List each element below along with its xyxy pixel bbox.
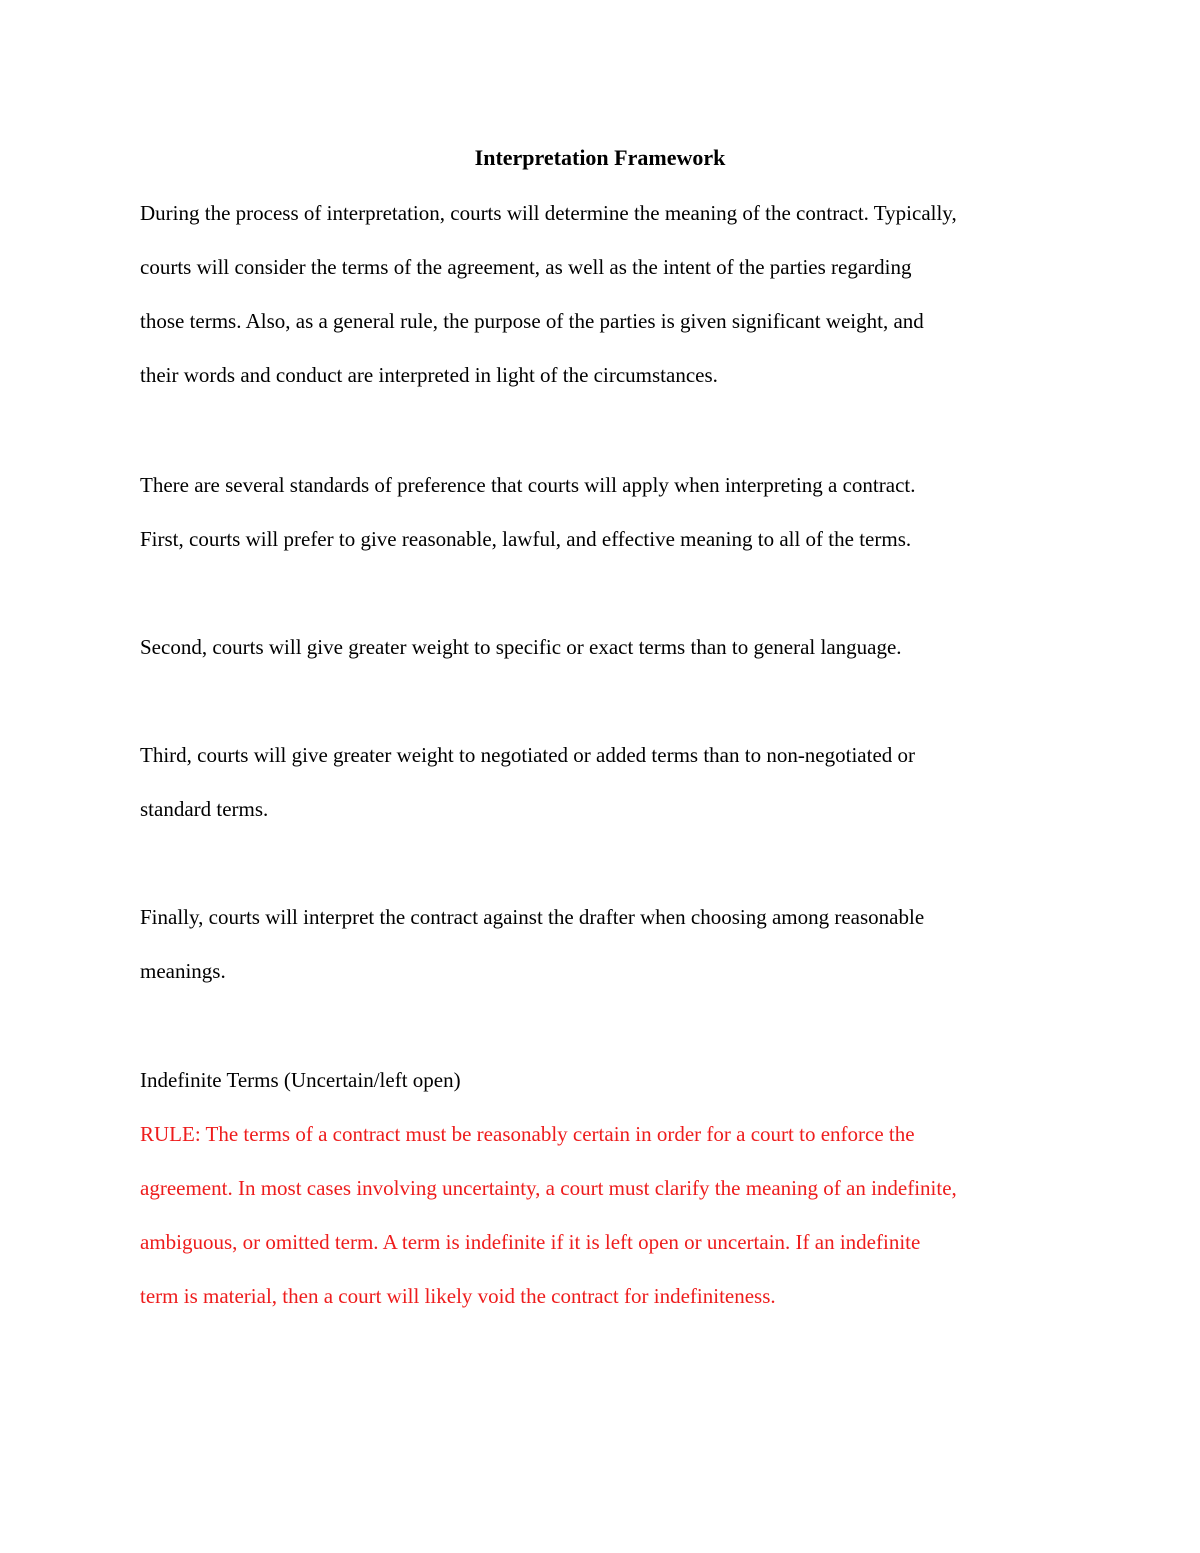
paragraph-line: Finally, courts will interpret the contract against the drafter when choosing among reasonable [140,905,925,929]
paragraph-line: those terms. Also, as a general rule, the purpose of the parties is given significant weight, and [140,309,924,333]
paragraph-line: During the process of interpretation, courts will determine the meaning of the contract. Typically, [140,201,957,225]
paragraph-line: There are several standards of preference that courts will apply when interpreting a contract. [140,473,916,497]
paragraph-standards-of-preference [140,458,1070,566]
paragraph-negotiated-terms [140,728,1070,836]
paragraph-line: Second, courts will give greater weight to specific or exact terms than to general language. [140,635,902,659]
paragraph-against-drafter [140,890,1070,998]
paragraph-line: courts will consider the terms of the agreement, as well as the intent of the parties regarding [140,255,912,279]
document-title: Interpretation Framework [474,145,726,170]
paragraph-line: First, courts will prefer to give reasonable, lawful, and effective meaning to all of the terms. [140,527,912,551]
paragraph-specific-terms [140,620,1070,674]
paragraph-line: Third, courts will give greater weight to negotiated or added terms than to non-negotiated or [140,743,916,767]
paragraph-interpretation-process [140,186,1070,402]
paragraph-line: meanings. [140,959,226,983]
rule-line: term is material, then a court will likely void the contract for indefiniteness. [140,1284,776,1308]
rule-line: agreement. In most cases involving uncertainty, a court must clarify the meaning of an indefinite, [140,1176,957,1200]
rule-line: RULE: The terms of a contract must be reasonably certain in order for a court to enforce the [140,1122,915,1146]
paragraph-line: standard terms. [140,797,269,821]
section-indefinite-terms [140,1053,1070,1323]
section-heading: Indefinite Terms (Uncertain/left open) [140,1068,461,1092]
paragraph-line: their words and conduct are interpreted in light of the circumstances. [140,363,718,387]
rule-line: ambiguous, or omitted term. A term is indefinite if it is left open or uncertain. If an indefinite [140,1230,921,1254]
